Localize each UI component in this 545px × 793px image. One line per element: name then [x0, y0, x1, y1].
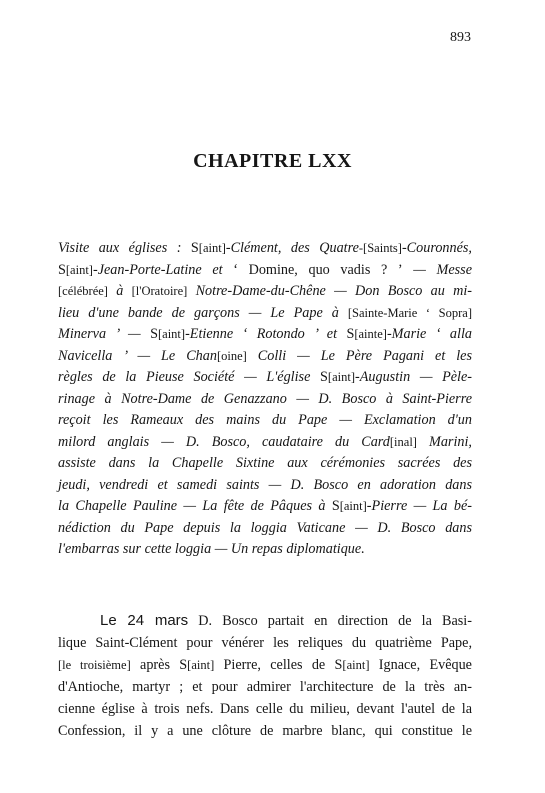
summary-line-segment: [aint] [65, 262, 93, 277]
summary-line-segment: Navicella ’ — Le Chan [58, 347, 217, 364]
summary-line-segment: S [331, 498, 340, 514]
summary-line-segment: [oine] [216, 348, 247, 363]
summary-line-segment: -Clément, des Quatre [225, 240, 359, 256]
summary-line [58, 453, 472, 475]
body-line-segment: Confession, il y a une clôture de marbre blanc, qui constitue le [58, 723, 472, 739]
summary-line-segment: -Marie ‘ alla [386, 326, 472, 342]
body-line [58, 654, 472, 676]
page-number: 893 [450, 30, 471, 45]
summary-line-segment: [célébrée] [58, 284, 108, 298]
summary-line-segment: [ainte] [354, 327, 387, 341]
summary-line-segment: ‘ Domine, quo vadis ? ’ [233, 261, 403, 278]
summary-line-segment: à [107, 283, 132, 299]
body-line-segment: cienne église à trois nefs. Dans celle du milieu, devant l'autel de la [58, 701, 472, 717]
body-line-segment: Ignace, Evêque [369, 657, 472, 673]
body-line-segment: [le troisième] [58, 658, 131, 672]
summary-line [58, 238, 472, 260]
summary-line-segment: [aint] [339, 499, 367, 513]
summary-line-segment: -[Saints] [358, 241, 402, 255]
summary-line-segment: milord anglais — D. Bosco, caudataire du Card [58, 433, 390, 450]
summary-line-segment: [aint] [198, 241, 226, 255]
summary-line-segment: Marini, [416, 433, 472, 450]
chapter-summary [58, 238, 472, 561]
summary-line-segment: S [58, 261, 66, 278]
summary-line [58, 346, 472, 368]
body-line [58, 698, 472, 720]
summary-line-segment: S [320, 369, 328, 385]
summary-line [58, 389, 472, 411]
summary-line-segment: jeudi, vendredi et samedi saints — D. Bosco en adoration dans [58, 476, 472, 493]
body-line-segment: Pierre, celles de S [214, 657, 343, 673]
chapter-title: CHAPITRE LXX [193, 150, 352, 172]
summary-line-segment: -Etienne ‘ Rotondo ’ et [185, 326, 347, 342]
summary-line [58, 367, 472, 389]
body-line [58, 720, 472, 742]
body-text [58, 610, 472, 742]
summary-line-segment: -Couronnés, [401, 240, 472, 256]
summary-line [58, 303, 472, 325]
summary-line-segment: rinage à Notre-Dame de Genazzano — D. Bosco à Saint-Pierre [58, 390, 472, 407]
summary-line-segment: S [150, 326, 158, 342]
summary-line-segment: -Augustin — Pèle- [355, 369, 473, 385]
body-line-segment: D. Bosco partait en direction de la Basi- [188, 613, 472, 629]
summary-line [58, 518, 472, 540]
summary-line-segment: Colli — Le Père Pagani et les [246, 347, 472, 364]
summary-line [58, 281, 472, 303]
body-line-segment: lique Saint-Clément pour vénérer les reliques du quatrième Pape, [58, 635, 472, 651]
body-line-segment: Le 24 mars [100, 612, 189, 629]
summary-line-segment: l'embarras sur cette loggia — Un repas diplomatique. [58, 541, 365, 557]
body-line [58, 676, 472, 698]
summary-line [58, 432, 472, 454]
summary-line [58, 260, 472, 282]
summary-line-segment: -Pierre — La bé- [366, 498, 472, 514]
summary-line [58, 410, 472, 432]
summary-line [58, 539, 472, 561]
summary-line-segment: S [346, 326, 355, 342]
summary-line-segment: -Jean-Porte-Latine et [92, 261, 234, 278]
summary-line-segment: [Sainte-Marie ‘ Sopra] [347, 305, 472, 320]
summary-line-segment: [inal] [389, 434, 417, 449]
body-line-segment: [aint] [187, 658, 215, 672]
body-line-segment: [aint] [342, 658, 370, 672]
summary-line [58, 496, 472, 518]
summary-line-segment: règles de la Pieuse Société — L'église [58, 369, 321, 385]
summary-line-segment: reçoit les Rameaux des mains du Pape — Exclamation d'un [58, 412, 472, 428]
summary-line-segment: Visite aux églises : [58, 240, 191, 256]
body-line [58, 610, 472, 632]
summary-line-segment: assiste dans la Chapelle Sixtine aux cérémonies sacrées des [58, 455, 472, 471]
summary-line-segment: — Messe [402, 261, 472, 278]
summary-line-segment: [aint] [158, 327, 186, 341]
summary-line [58, 324, 472, 346]
summary-line-segment: [aint] [327, 370, 355, 384]
body-line [58, 632, 472, 654]
body-line-segment: après S [130, 657, 188, 673]
summary-line-segment: S [190, 240, 199, 256]
summary-line-segment: la Chapelle Pauline — La fête de Pâques à [58, 498, 332, 514]
summary-line-segment: Minerva ’ — [58, 326, 151, 342]
summary-line-segment: lieu d'une bande de garçons — Le Pape à [58, 304, 348, 321]
summary-line-segment: nédiction du Pape depuis la loggia Vaticane — D. Bosco dans [58, 519, 472, 536]
summary-line-segment: Notre-Dame-du-Chêne — Don Bosco au mi- [187, 283, 473, 299]
body-line-segment: d'Antioche, martyr ; et pour admirer l'architecture de la très an- [58, 679, 472, 695]
summary-line [58, 475, 472, 497]
summary-line-segment: [l'Oratoire] [131, 284, 188, 298]
